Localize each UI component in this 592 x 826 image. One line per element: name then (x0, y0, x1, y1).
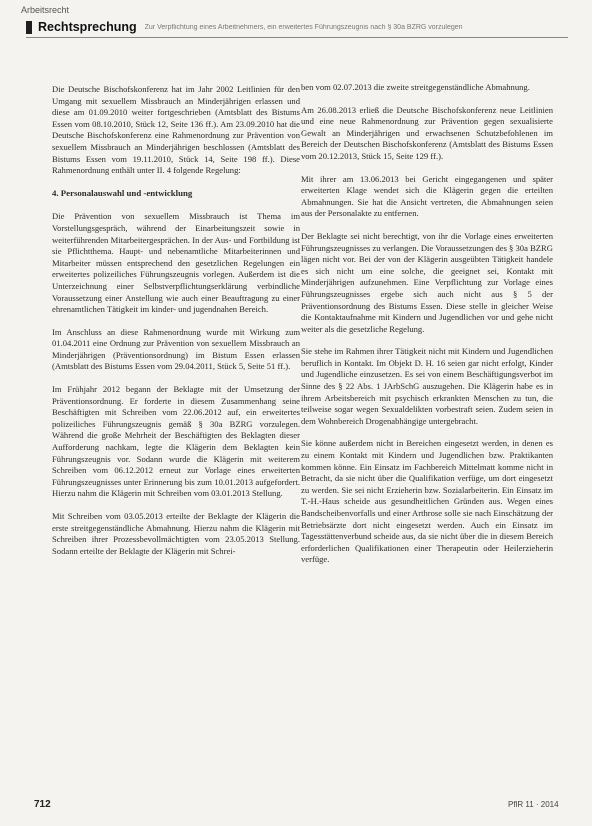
paragraph: Mit ihrer am 13.06.2013 bei Gericht eingegangenen und später erweiterten Klage wendet sich die Klägerin gegen die erteilten Abmahnungen. Sie hat die Ansicht vertreten, die Abmahnungen seien aus der Personalakte zu entfernen. (301, 173, 553, 219)
header-subtitle: Zur Verpflichtung eines Arbeitnehmers, ein erweitertes Führungszeugnis nach § 30a BZRG vorzulegen (144, 23, 463, 31)
paragraph: Sie könne außerdem nicht in Bereichen eingesetzt werden, in denen es zu einem Kontakt mit Kindern und Jugendlichen bzw. Praktikanten kommen könne. Ein Einsatz im Fachbereich Mittelmatt komme nicht in Betracht, da sie nicht über die Qualifikation verfüge, um dort eingesetzt zu werden. Sie sei nicht Erzieherin bzw. Sozialarbeiterin. Ein Einsatz im T.-H.-Haus scheide aus gesundheitlichen Gründen aus. Wegen eines Bandscheibenvorfalls und einer Arthrose solle sie nach Einschätzung der Betriebsärzte dort nicht eingesetzt werden. Auch ein Einsatz im Tagesstättenverbund scheide aus, da sie nicht über die in diesem Bereich erforderlichen Qualifikationen einer Therapeutin oder Heilerzieherin verfüge. (301, 438, 553, 565)
header-divider (26, 37, 568, 38)
paragraph: Am 26.08.2013 erließ die Deutsche Bischofskonferenz neue Leitlinien und eine neue Rahmenordnung zur Prävention gegen sexualisierte Gewalt an Minderjährigen und erwachsenen Schutzbefohlenen im Bereich der Deutschen Bischofskonferenz (Amtsblatt des Bistums Essen vom 20.12.2013, Stück 15, Seite 129 ff.). (301, 104, 553, 161)
paragraph: ben vom 02.07.2013 die zweite streitgegenständliche Abmahnung. (301, 82, 530, 92)
paragraph: Der Beklagte sei nicht berechtigt, von ihr die Vorlage eines erweiterten Führungszeugnisses zu verlangen. Die Voraussetzungen des § 30a BZRG lägen nicht vor. Bei der von der Klägerin ausgeübten Tätigkeit handele es sich nicht um eine solche, die geeignet sei, Kontakt mit Minderjährigen aufzunehmen. Eine Verpflichtung zur Vorlage eines Führungszeugnisses ergebe sich auch nicht aus § 5 der Präventionsordnung des Bistums Essen. Diese stelle in gleicher Weise die Kontaktaufnahme mit Kindern und Jugendlichen vor und gehe nicht weiter als die gesetzliche Regelung. (301, 230, 553, 334)
paragraph: Die Prävention von sexuellem Missbrauch ist Thema im Vorstellungsgespräch, während der Einarbeitungszeit sowie in weiterführenden Mitarbeitergesprächen. In der Aus- und Fortbildung ist sie Pflichtthema. Haupt- und nebenamtliche Mitarbeiterinnen und Mitarbeiter müssen entsprechend den gesetzlichen Regelungen ein erweitertes polizeiliches Führungszeugnis vorlegen. Außerdem ist die Unterzeichnung einer Selbstverpflichtungserklärung verbindliche Voraussetzung einer Anstellung wie auch einer Beauftragung zu einer ehrenamtlichen Tätigkeit im kinder- und jugendnahen Bereich. (52, 211, 300, 315)
paragraph: Im Anschluss an diese Rahmenordnung wurde mit Wirkung zum 01.04.2011 eine Ordnung zur Prävention von sexuellem Missbrauch an Minderjährigen (Präventionsordnung) im Bistum Essen erlassen (Amtsblatt des Bistums Essen vom 29.04.2011, Stück 5, Seite 51 ff.). (52, 326, 300, 372)
issue-label: PflR 11 · 2014 (508, 800, 559, 809)
header-title: Rechtsprechung (38, 20, 137, 34)
header-marker (26, 21, 32, 34)
left-column (52, 84, 300, 568)
paragraph: Die Deutsche Bischofskonferenz hat im Jahr 2002 Leitlinien für den Umgang mit sexuellem Missbrauch an Minderjährigen erlassen und diese am 01.09.2010 weiter fortgeschrieben (Amtsblatt des Bistums Essen vom 08.10.2010, Stück 12, Seite 136 ff.). Am 23.09.2010 hat die Deutsche Bischofskonferenz eine Rahmenordnung zur Prävention von sexuellem Missbrauch an Minderjährigen beschlossen (Amtsblatt des Bistums Essen vom 19.11.2010, Stück 14, Seite 198 ff.). Diese Rahmenordnung enthält unter II. 4 folgende Regelung: (52, 84, 300, 176)
section-label: Arbeitsrecht (21, 5, 70, 15)
paragraph: Im Frühjahr 2012 begann der Beklagte mit der Umsetzung der Präventionsordnung. Er forderte in diesem Zusammenhang seine Beschäftigten mit Schreiben vom 22.06.2012 auf, ein erweitertes polizeiliches Führungszeugnis gemäß § 30a BZRG vorzulegen. Während die große Mehrheit der Beschäftigten des Beklagten dieser Aufforderung nachkam, legte die Klägerin dem Beklagten kein Führungszeugnis vor. Sodann wurde die Klägerin mit weiterem Schreiben vom 06.12.2012 erneut zur Vorlage eines erweiterten Führungszeugnisses unter Erinnerung bis zum 10.01.2013 aufgefordert. Hierzu nahm die Klägerin mit Schreiben vom 03.01.2013 Stellung. (52, 384, 300, 499)
paragraph: Sie stehe im Rahmen ihrer Tätigkeit nicht mit Kindern und Jugendlichen beruflich in Kontakt. Im Objekt D. H. 16 seien gar nicht erfolgt, Kinder und Jugendliche einzusetzen. Es sei von einem Beschäftigungsverbot im Sinne des § 22 Abs. 1 JArbSchG auszugehen. Die Klägerin habe es in ihrem Arbeitsbereich mit psychisch erkrankten Menschen zu tun, die teilweise sogar wegen Sexualdelikten vorbestraft seien. Zudem seien in dem Wohnbereich Drogenabhängige untergebracht. (301, 346, 553, 426)
right-column (301, 82, 553, 577)
page-header (26, 18, 568, 36)
paragraph: Mit Schreiben vom 03.05.2013 erteilte der Beklagte der Klägerin die erste streitgegenständliche Abmahnung. Hierzu nahm die Klägerin mit Schreiben ihrer Prozessbevollmächtigten vom 23.05.2013 Stellung. Sodann erteilte der Beklagte der Klägerin mit Schrei- (52, 511, 300, 556)
section-heading: 4. Personalauswahl und -entwicklung (52, 187, 193, 198)
page-number: 712 (34, 799, 51, 810)
